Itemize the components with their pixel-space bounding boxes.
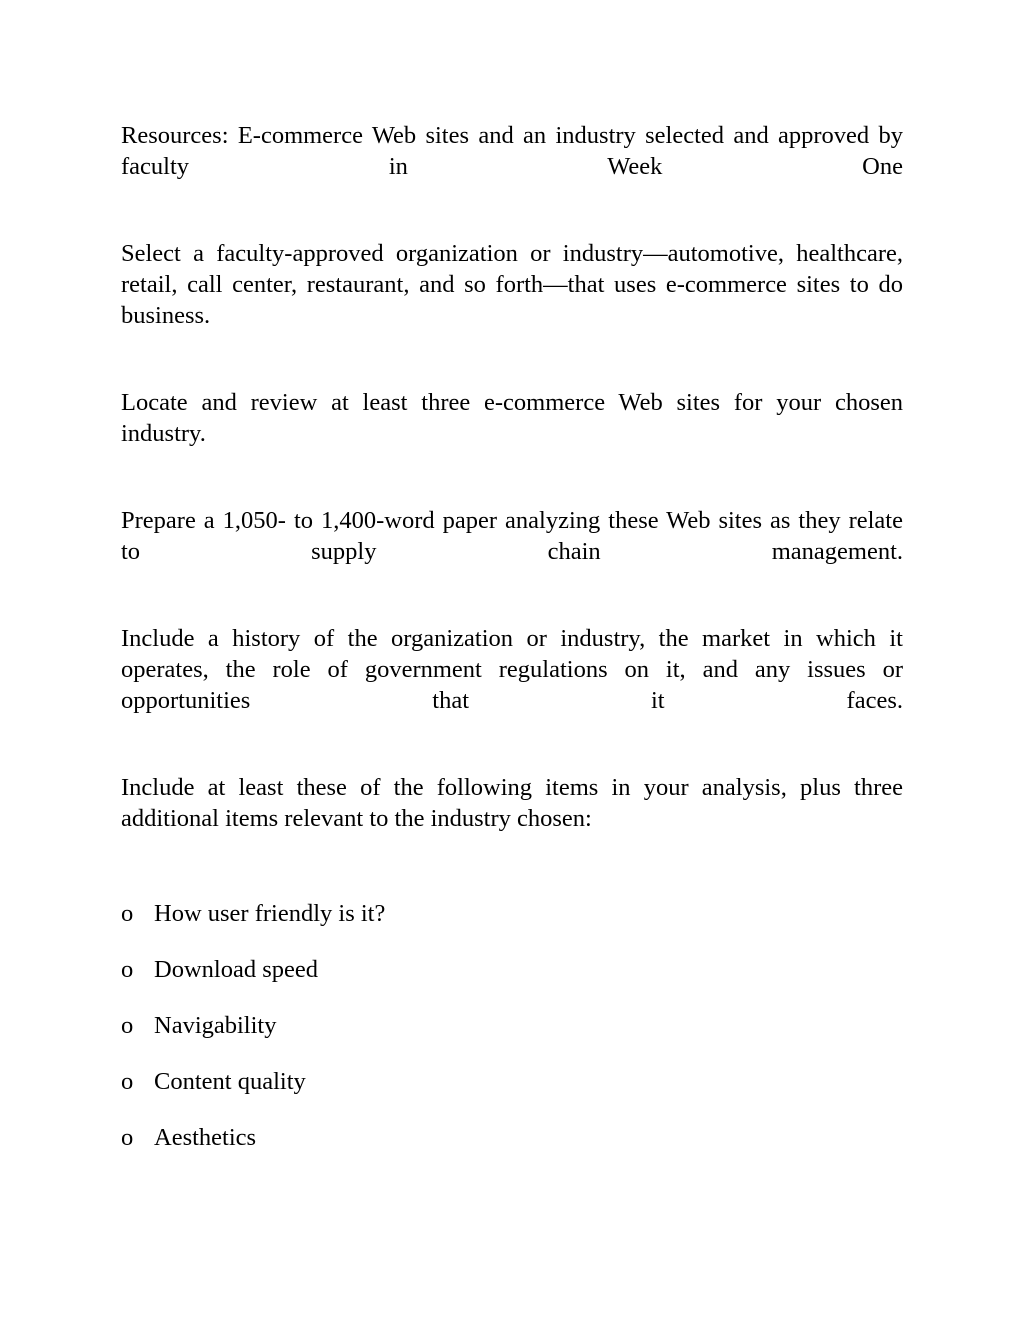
list-item-label: How user friendly is it? — [154, 900, 386, 927]
list-item — [121, 1122, 903, 1178]
list-item-label: Download speed — [154, 956, 318, 983]
document-body — [121, 120, 903, 1178]
include-items-paragraph: Include at least these of the following items in your analysis, plus three additional items relevant to the industry chosen: — [121, 774, 903, 832]
list-item — [121, 1010, 903, 1066]
bullet-marker: o — [121, 900, 134, 927]
list-item-label: Aesthetics — [154, 1124, 257, 1151]
analysis-items-list — [121, 898, 903, 1178]
locate-review-paragraph: Locate and review at least three e-commerce Web sites for your chosen industry. — [121, 389, 903, 447]
bullet-marker: o — [121, 956, 134, 983]
include-history-paragraph: Include a history of the organization or industry, the market in which it operates, the role of government regulations on it, and any issues or opportunities that it faces. — [121, 625, 903, 714]
bullet-marker: o — [121, 1124, 134, 1151]
list-item — [121, 954, 903, 1010]
list-item — [121, 1066, 903, 1122]
list-item-label: Content quality — [154, 1068, 306, 1095]
list-item-label: Navigability — [154, 1012, 277, 1039]
bullet-marker: o — [121, 1068, 134, 1095]
select-organization-paragraph: Select a faculty-approved organization or industry—automotive, healthcare, retail, call center, restaurant, and so forth—that uses e-commerce sites to do business. — [121, 240, 903, 329]
prepare-paper-paragraph: Prepare a 1,050- to 1,400-word paper analyzing these Web sites as they relate to supply chain management. — [121, 507, 903, 565]
resources-paragraph: Resources: E-commerce Web sites and an industry selected and approved by faculty in Week One — [121, 122, 903, 180]
bullet-marker: o — [121, 1012, 134, 1039]
list-item — [121, 898, 903, 954]
